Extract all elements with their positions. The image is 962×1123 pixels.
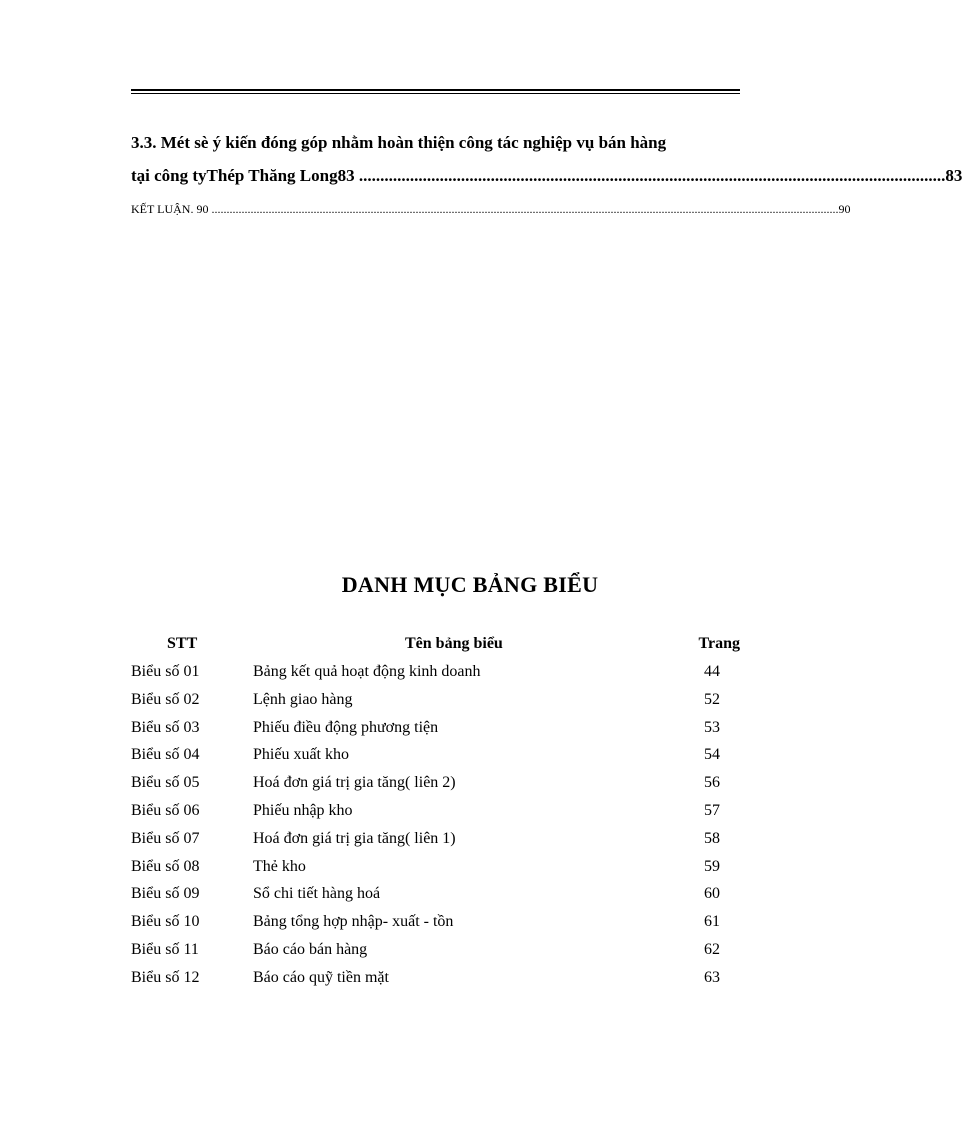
table-row[interactable] [131,718,740,746]
row-page: 53 [704,718,720,736]
row-stt: Biểu số 12 [131,968,200,986]
row-page: 62 [704,940,720,958]
table-row[interactable] [131,745,740,773]
row-page: 44 [704,663,720,680]
table-row[interactable] [131,801,740,829]
table-list-header [131,635,740,655]
row-page: 52 [704,690,720,708]
row-stt: Biểu số 04 [131,746,200,764]
toc-entry-3-3-page: 83 [945,166,962,185]
row-stt: Biểu số 08 [131,857,200,875]
row-page: 58 [704,829,720,847]
row-stt: Biểu số 05 [131,774,200,792]
row-name: Phiếu nhập kho [253,801,353,819]
table-row[interactable] [131,773,740,801]
row-name: Sổ chi tiết hàng hoá [253,885,381,903]
row-name: Hoá đơn giá trị gia tăng( liên 1) [253,829,456,847]
toc-conclusion-text: KẾT LUẬN. 90 [131,202,209,216]
row-stt: Biểu số 06 [131,801,200,819]
table-list-rows [131,662,740,996]
header-name: Tên bảng biểu [405,635,503,652]
row-page: 59 [704,857,720,875]
header-rule-thick [131,89,740,91]
table-row[interactable] [131,829,740,857]
row-name: Phiếu điều động phương tiện [253,718,439,736]
toc-entry-3-3-line2[interactable] [131,166,962,186]
row-page: 60 [704,885,720,903]
row-stt: Biểu số 03 [131,718,200,736]
row-stt: Biểu số 02 [131,690,200,708]
row-stt: Biểu số 10 [131,913,200,931]
table-row[interactable] [131,884,740,912]
row-page: 56 [704,774,720,792]
toc-entry-3-3-text: 3.3. Mét sè ý kiến đóng góp nhằm hoàn thiện công tác nghiệp vụ bán hàng [131,133,667,152]
toc-entry-conclusion[interactable] [131,202,851,216]
header-page: Trang [698,635,740,652]
row-stt: Biểu số 07 [131,829,200,847]
row-page: 63 [704,968,720,986]
table-row[interactable] [131,940,740,968]
table-row[interactable] [131,857,740,885]
toc-leader-dots: ................................................................................................................................................................................................................. [208,202,839,216]
row-name: Thẻ kho [253,857,306,875]
row-page: 61 [704,913,720,931]
row-name: Phiếu xuất kho [253,746,349,764]
toc-entry-3-3-line1[interactable] [131,133,740,153]
row-stt: Biểu số 11 [131,940,199,958]
toc-leader-dots: .......................................................................................................................................... [354,166,946,185]
table-row[interactable] [131,912,740,940]
row-name: Báo cáo quỹ tiền mặt [253,968,389,986]
row-stt: Biểu số 09 [131,885,200,903]
table-list-title: DANH MỤC BẢNG BIỂU [341,572,599,597]
header-rule-thin [131,93,740,94]
row-page: 54 [704,746,720,764]
row-name: Bảng tổng hợp nhập- xuất - tồn [253,913,454,931]
table-row[interactable] [131,968,740,996]
header-stt: STT [167,635,198,652]
toc-conclusion-page: 90 [838,202,851,216]
row-name: Báo cáo bán hàng [253,940,368,958]
row-stt: Biểu số 01 [131,663,200,680]
table-row[interactable] [131,662,740,690]
table-row[interactable] [131,690,740,718]
row-name: Lệnh giao hàng [253,690,353,708]
toc-entry-3-3-text-cont: tại công tyThép Thăng Long83 [131,166,355,185]
row-name: Bảng kết quả hoạt động kinh doanh [253,663,481,680]
row-page: 57 [704,801,720,819]
row-name: Hoá đơn giá trị gia tăng( liên 2) [253,774,456,792]
